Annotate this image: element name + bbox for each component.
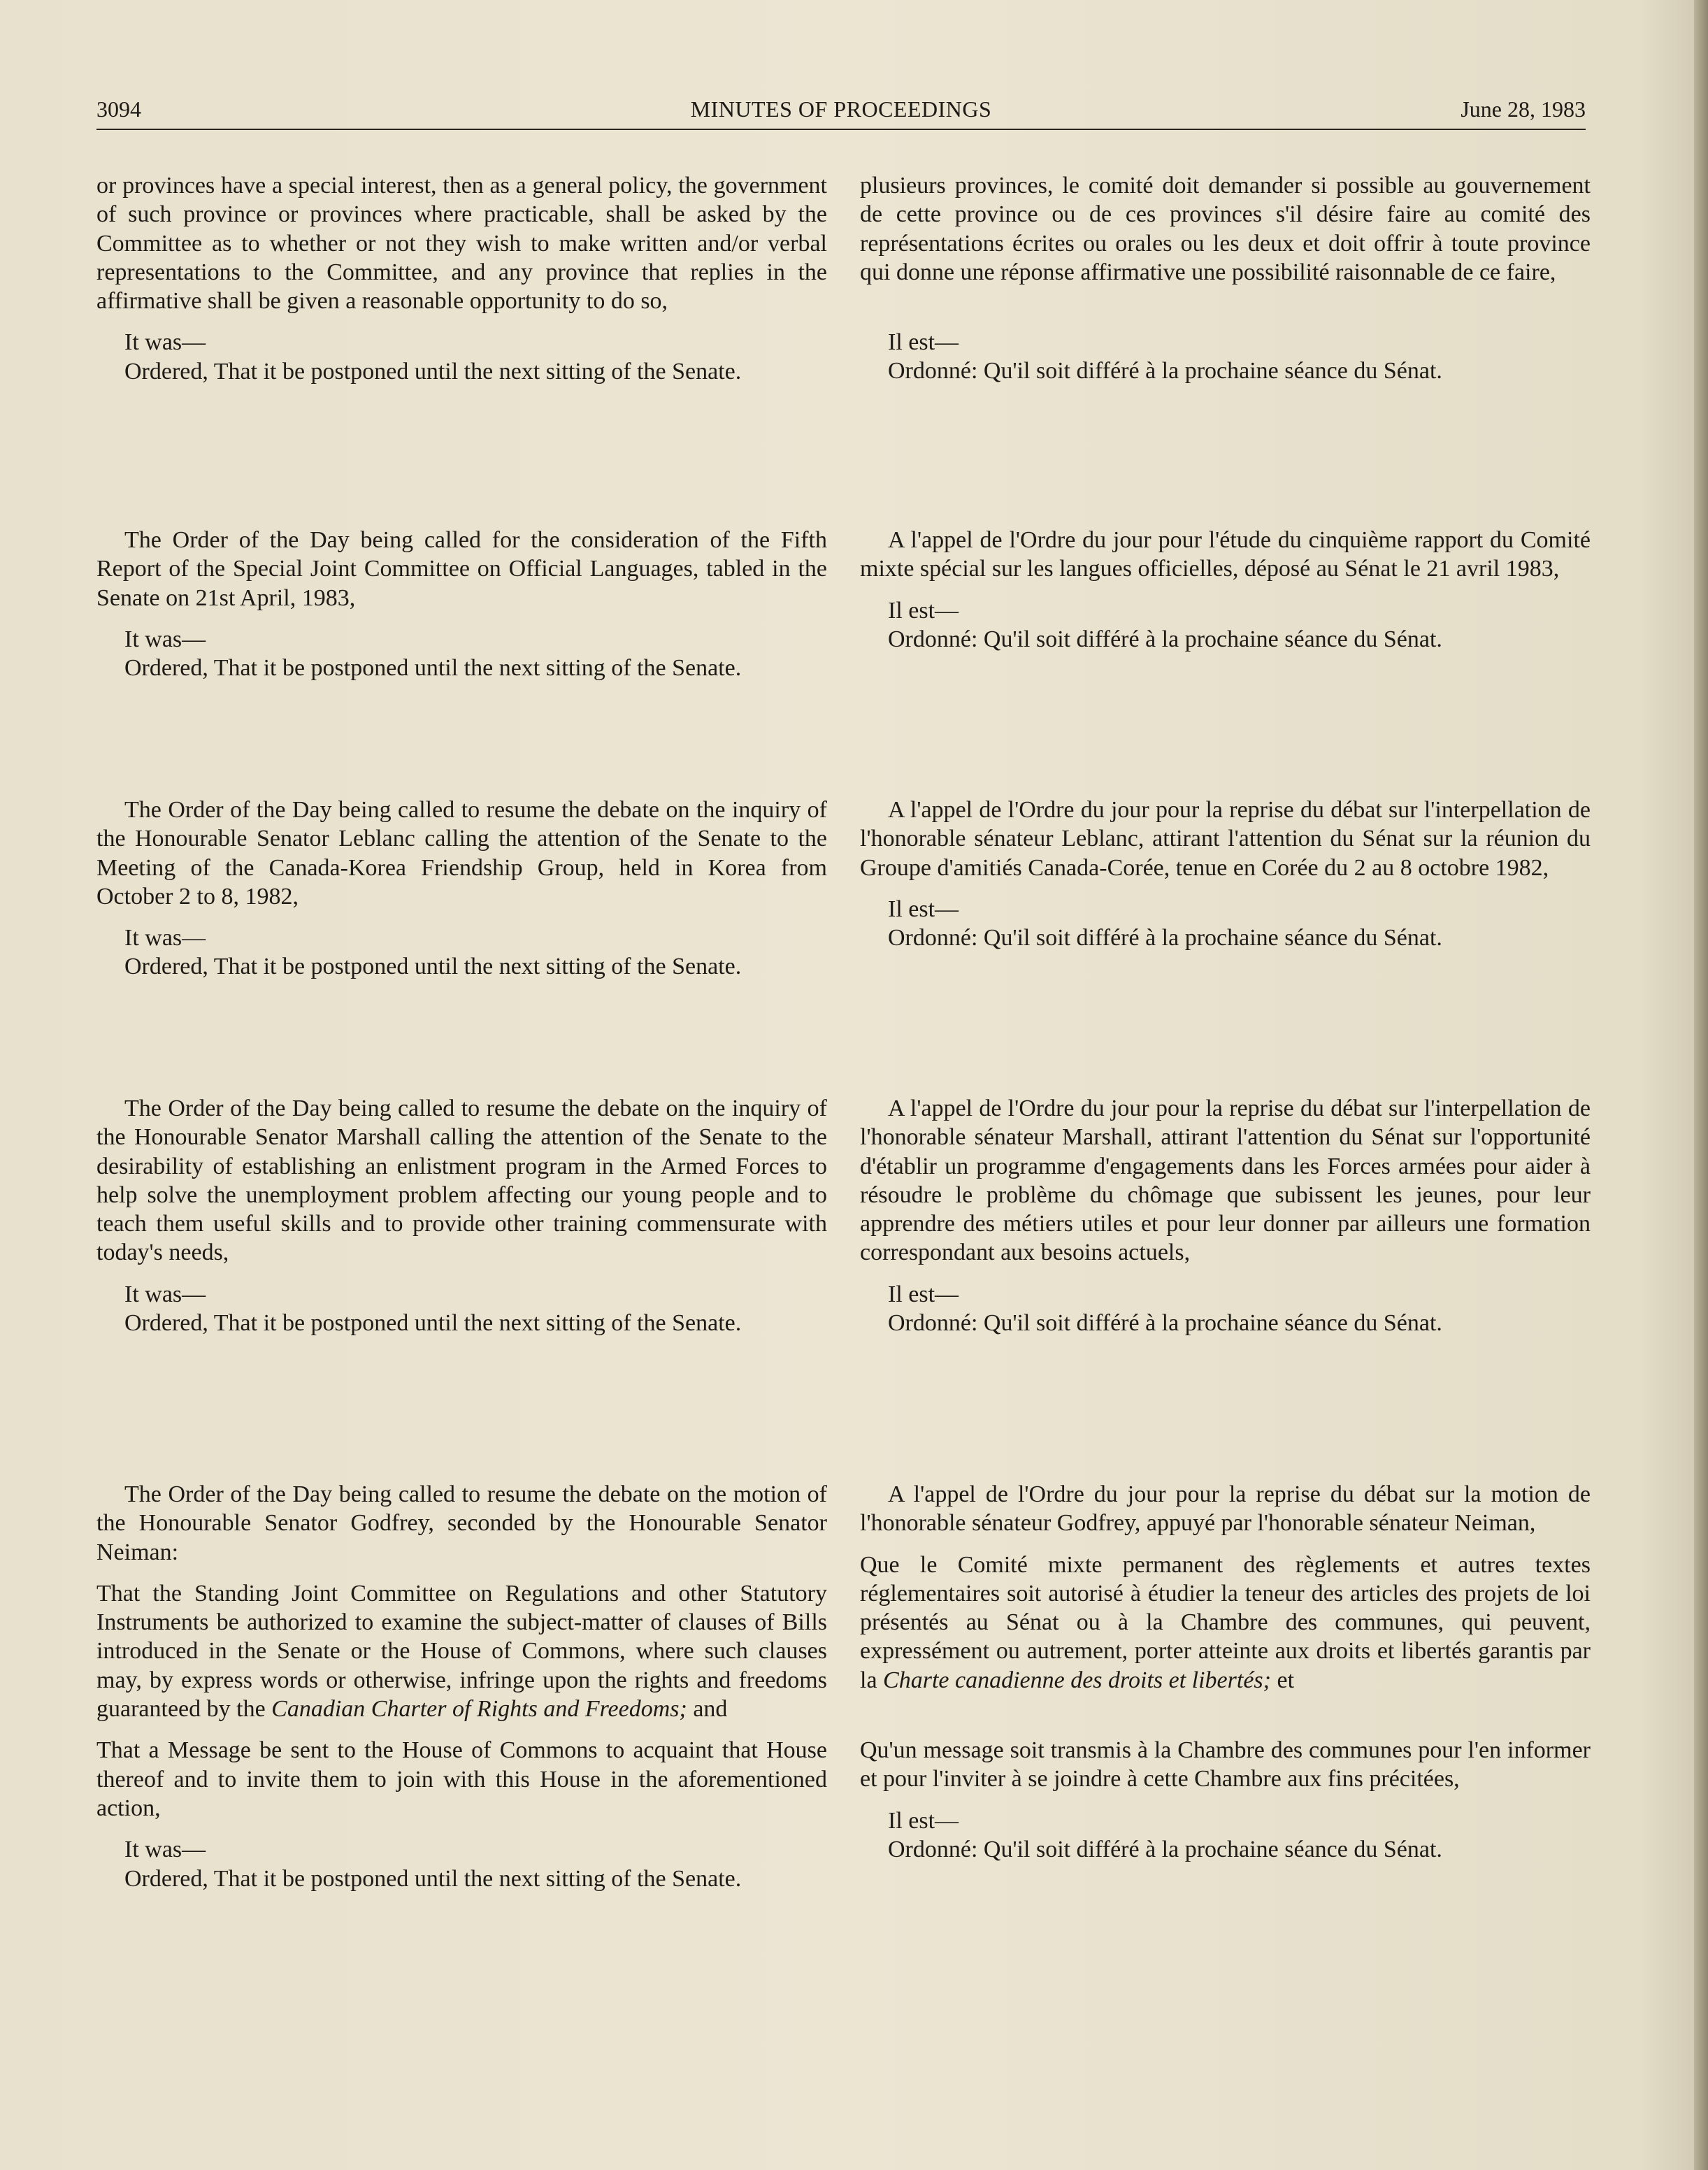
en-it-was: It was—	[124, 329, 206, 356]
page-header	[96, 92, 1586, 130]
fr-il-est: Il est—	[888, 896, 959, 922]
en-paragraph: The Order of the Day being called to resume the debate on the motion of the Honourable Senator Godfrey, seconded by the Honourable Senator Neiman:	[96, 1481, 827, 1565]
page-edge-shadow	[1694, 0, 1708, 2170]
fr-ordonne: Ordonné: Qu'il soit différé à la prochaine séance du Sénat.	[888, 1310, 1442, 1337]
fr-ordonne: Ordonné: Qu'il soit différé à la prochaine séance du Sénat.	[888, 358, 1442, 385]
header-date: June 28, 1983	[1461, 96, 1586, 122]
fr-block-4	[860, 1094, 1591, 1337]
en-block-2	[96, 526, 827, 682]
fr-il-est: Il est—	[888, 1281, 959, 1307]
fr-paragraph: A l'appel de l'Ordre du jour pour la reprise du débat sur la motion de l'honorable sénateur Godfrey, appuyé par l'honorable sénateur Neiman,	[860, 1481, 1591, 1537]
en-ordered: Ordered, That it be postponed until the next sitting of the Senate.	[124, 358, 742, 385]
fr-ordonne: Ordonné: Qu'il soit différé à la prochaine séance du Sénat.	[888, 1836, 1442, 1862]
running-title: MINUTES OF PROCEEDINGS	[690, 96, 992, 122]
fr-motion-a: Que le Comité mixte permanent des règlements et autres textes réglementaires soit autorisé à étudier la teneur des articles des projets de loi présentés au Sénat ou à la Chambre des communes, qui peuvent, expressément ou autrement, porter atteinte aux droits et libertés garantis par la Charte canadienne des droits et libertés; et	[860, 1551, 1591, 1693]
en-ordered: Ordered, That it be postponed until the next sitting of the Senate.	[124, 655, 742, 682]
en-ordered: Ordered, That it be postponed until the next sitting of the Senate.	[124, 1310, 742, 1337]
fr-block-3	[860, 796, 1591, 952]
charter-title: Canadian Charter of Rights and Freedoms;	[271, 1696, 687, 1723]
en-ordered: Ordered, That it be postponed until the next sitting of the Senate.	[124, 954, 742, 980]
en-ordered: Ordered, That it be postponed until the next sitting of the Senate.	[124, 1865, 742, 1892]
fr-ordonne: Ordonné: Qu'il soit différé à la prochaine séance du Sénat.	[888, 626, 1442, 652]
fr-paragraph: A l'appel de l'Ordre du jour pour la reprise du débat sur l'interpellation de l'honorable sénateur Leblanc, attirant l'attention du Sénat sur la réunion du Groupe d'amitiés Canada-Corée, tenue en Corée du 2 au 8 octobre 1982,	[860, 797, 1591, 881]
fr-block-1	[860, 171, 1591, 386]
en-block-4	[96, 1094, 827, 1337]
charte-title: Charte canadienne des droits et libertés;	[883, 1667, 1271, 1693]
en-block-5	[96, 1480, 827, 1893]
fr-block-2	[860, 526, 1591, 654]
en-block-1	[96, 171, 827, 386]
fr-il-est: Il est—	[888, 1807, 959, 1834]
fr-ordonne: Ordonné: Qu'il soit différé à la prochaine séance du Sénat.	[888, 925, 1442, 951]
fr-paragraph: A l'appel de l'Ordre du jour pour l'étude du cinquième rapport du Comité mixte spécial sur les langues officielles, déposé au Sénat le 21 avril 1983,	[860, 527, 1591, 582]
en-it-was: It was—	[124, 1281, 206, 1307]
en-paragraph: or provinces have a special interest, then as a general policy, the government of such province or provinces where practicable, shall be asked by the Committee as to whether or not they wish to make written and/or verbal representations to the Committee, and any province that replies in the affirmative shall be given a reasonable opportunity to do so,	[96, 173, 827, 315]
en-paragraph: The Order of the Day being called to resume the debate on the inquiry of the Honourable Senator Leblanc calling the attention of the Senate to the Meeting of the Canada-Korea Friendship Group, held in Korea from October 2 to 8, 1982,	[96, 797, 827, 910]
en-block-3	[96, 796, 827, 982]
fr-il-est: Il est—	[888, 597, 959, 624]
en-it-was: It was—	[124, 1837, 206, 1863]
en-it-was: It was—	[124, 626, 206, 652]
fr-motion-b: Qu'un message soit transmis à la Chambre des communes pour l'en informer et pour l'inviter à se joindre à cette Chambre aux fins précitées,	[860, 1737, 1591, 1792]
en-it-was: It was—	[124, 925, 206, 951]
en-paragraph: The Order of the Day being called to resume the debate on the inquiry of the Honourable Senator Marshall calling the attention of the Senate to the desirability of establishing an enlistment program in the Armed Forces to help solve the unemployment problem affecting our young people and to teach them useful skills and to provide other training commensurate with today's needs,	[96, 1095, 827, 1266]
en-paragraph: The Order of the Day being called for the consideration of the Fifth Report of the Special Joint Committee on Official Languages, tabled in the Senate on 21st April, 1983,	[96, 527, 827, 611]
fr-il-est: Il est—	[888, 329, 959, 356]
fr-paragraph: plusieurs provinces, le comité doit demander si possible au gouvernement de cette province ou de ces provinces s'il désire faire au comité des représentations écrites ou orales ou les deux et doit offrir à toute province qui donne une réponse affirmative une possibilité raisonnable de ce faire,	[860, 173, 1591, 285]
fr-block-5	[860, 1480, 1591, 1864]
page-number: 3094	[96, 96, 141, 122]
fr-paragraph: A l'appel de l'Ordre du jour pour la reprise du débat sur l'interpellation de l'honorable sénateur Marshall, attirant l'attention du Sénat sur l'opportunité d'établir un programme d'engagements dans les Forces armées pour aider à résoudre le problème du chômage que subissent les jeunes, pour leur apprendre des métiers utiles et pour leur donner par ailleurs une formation correspondant aux besoins actuels,	[860, 1095, 1591, 1266]
en-motion-a: That the Standing Joint Committee on Regulations and other Statutory Instruments be authorized to examine the subject-matter of clauses of Bills introduced in the Senate or the House of Commons, where such clauses may, by express words or otherwise, infringe upon the rights and freedoms guaranteed by the Canadian Charter of Rights and Freedoms; and	[96, 1580, 827, 1723]
en-motion-b: That a Message be sent to the House of Commons to acquaint that House thereof and to invite them to join with this House in the aforementioned action,	[96, 1737, 827, 1821]
